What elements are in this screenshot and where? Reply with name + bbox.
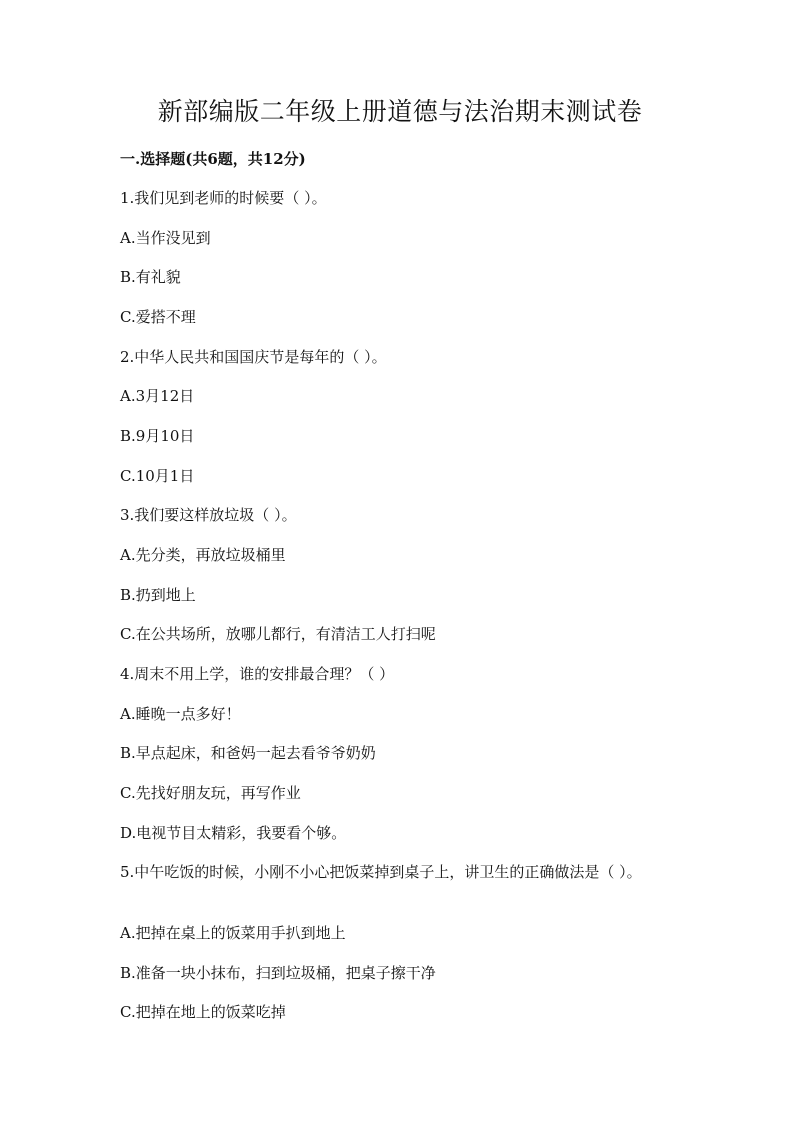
question-1-option-b: B.有礼貌	[120, 268, 181, 286]
question-5-option-b: B.准备一块小抹布，扫到垃圾桶，把桌子擦干净	[120, 964, 436, 982]
question-4-option-d: D.电视节目太精彩，我要看个够。	[120, 824, 347, 842]
question-3-option-c: C.在公共场所，放哪儿都行，有清洁工人打扫呢	[120, 625, 436, 643]
question-5-stem: 5.中午吃饭的时候，小刚不小心把饭菜掉到桌子上，讲卫生的正确做法是（ ）。	[120, 863, 642, 881]
question-3-option-a: A.先分类，再放垃圾桶里	[120, 546, 286, 564]
question-2-option-b: B.9月10日	[120, 427, 195, 445]
question-3-option-b: B.扔到地上	[120, 586, 196, 604]
question-1-option-c: C.爱搭不理	[120, 308, 196, 326]
question-2-stem: 2.中华人民共和国国庆节是每年的（ ）。	[120, 348, 387, 366]
page-title: 新部编版二年级上册道德与法治期末测试卷	[157, 97, 643, 126]
section-heading: 一.选择题(共6题，共12分)	[120, 150, 306, 168]
question-4-option-a: A.睡晚一点多好！	[120, 705, 241, 723]
question-1-stem: 1.我们见到老师的时候要（ ）。	[120, 189, 327, 207]
question-2-option-c: C.10月1日	[120, 467, 195, 485]
question-1-option-a: A.当作没见到	[120, 229, 211, 247]
question-4-option-b: B.早点起床，和爸妈一起去看爷爷奶奶	[120, 744, 376, 762]
question-5-option-a: A.把掉在桌上的饭菜用手扒到地上	[120, 924, 346, 942]
question-2-option-a: A.3月12日	[120, 387, 195, 405]
question-5-option-c: C.把掉在地上的饭菜吃掉	[120, 1003, 286, 1021]
question-4-option-c: C.先找好朋友玩，再写作业	[120, 784, 301, 802]
question-4-stem: 4.周末不用上学，谁的安排最合理？（ ）	[120, 665, 395, 683]
question-3-stem: 3.我们要这样放垃圾（ ）。	[120, 506, 297, 524]
